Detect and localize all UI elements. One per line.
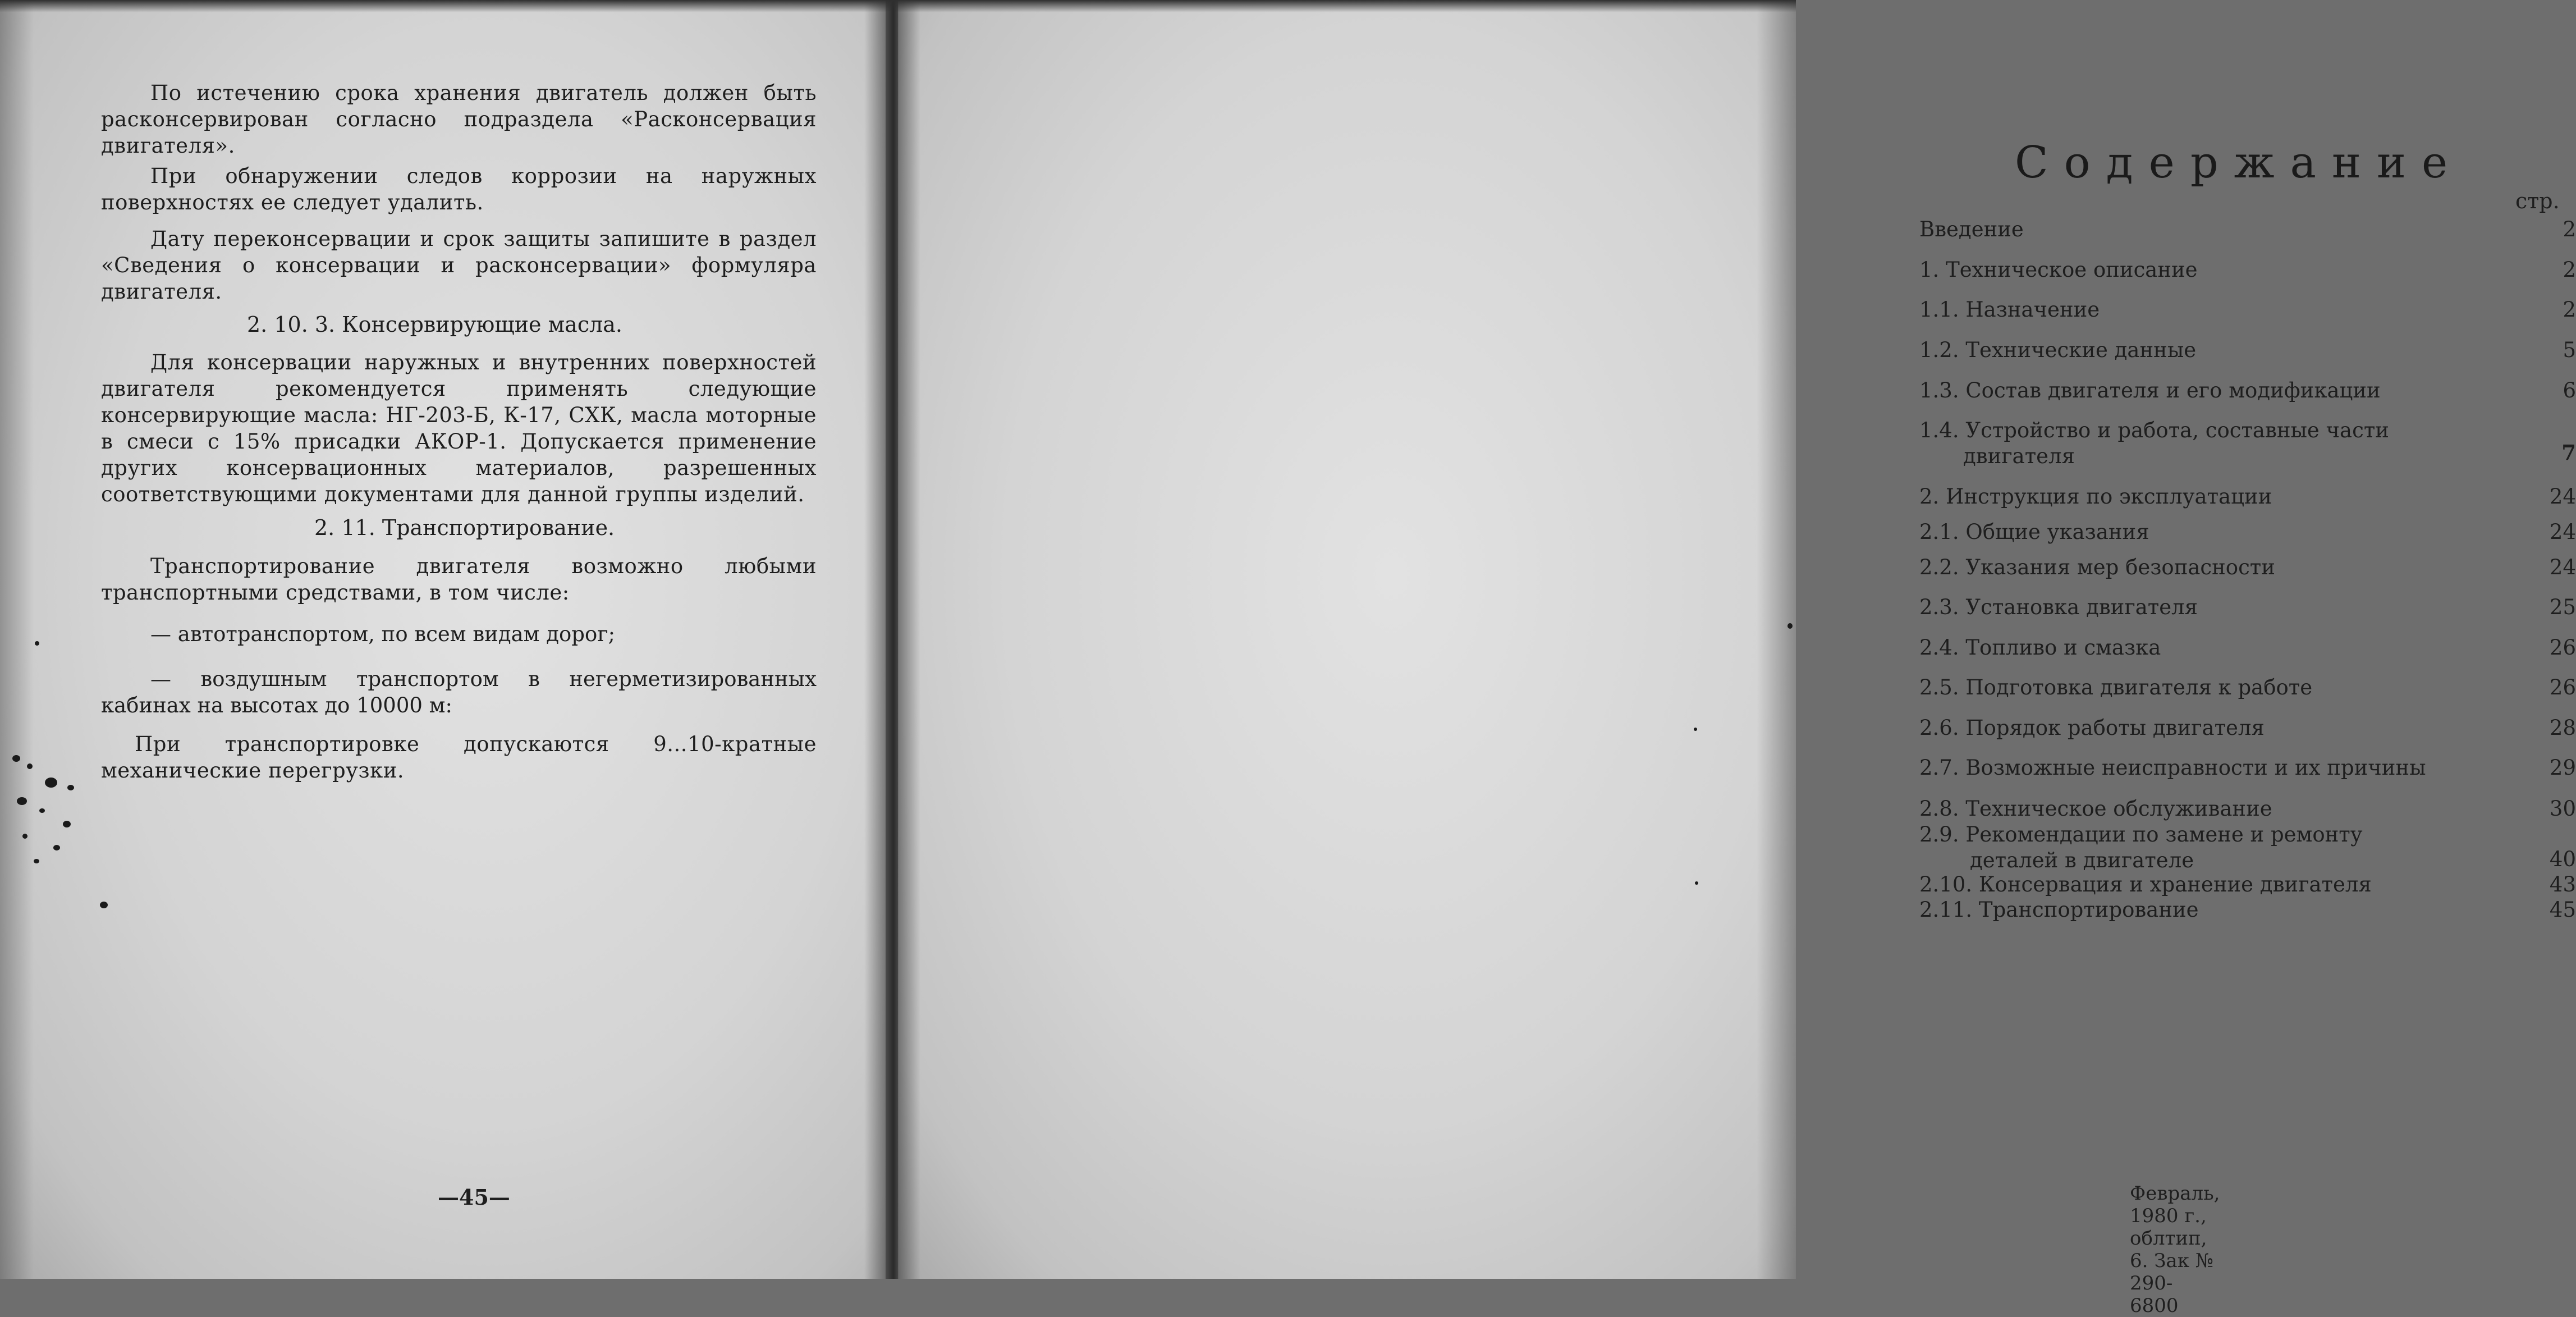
toc-entry-page: 24: [2549, 484, 2576, 509]
toc-entry: [1919, 822, 2576, 874]
toc-entry-page: 26: [2549, 635, 2576, 660]
corrosion-paragraph: При обнаружении следов коррозии на наружных поверхностях ее следует удалить.: [101, 164, 817, 214]
page-edge-shadow: [0, 0, 34, 1279]
toc-entry-label: 2.6. Порядок работы двигателя: [1919, 716, 2265, 740]
oils-paragraph: Для консервации наружных и внутренних поверхностей двигателя рекомендуется применять следующие консервирующие масла: НГ-203-Б, К-17, СХК, масла моторные в смеси с 15% присадки АКОР-1. Допускается применение других консервационных материалов, разрешенных соответствующими документами для данной группы изделий.: [101, 350, 817, 506]
transport-paragraph: Транспортирование двигателя возможно любыми транспортными средствами, в том числе:: [101, 554, 817, 605]
toc-entry-page: 40: [2549, 847, 2576, 871]
toc-entry-label: 2.4. Топливо и смазка: [1919, 635, 2161, 660]
toc-entry-page: 26: [2549, 675, 2576, 699]
toc-entry-label: Введение: [1919, 217, 2024, 241]
toc-entry-page: 25: [2549, 595, 2576, 619]
toc-entry-label: 2.7. Возможные неисправности и их причины: [1919, 756, 2426, 780]
toc-entry-page: 5: [2563, 338, 2576, 362]
storage-expiry-paragraph: По истечению срока хранения двигатель должен быть расконсервирован согласно подраздела «Расконсервация двигателя».: [101, 81, 817, 158]
toc-entry-page: 2: [2563, 258, 2576, 282]
toc-entry-label: 1.3. Состав двигателя и его модификации: [1919, 378, 2381, 403]
toc-entry-page: 2: [2563, 298, 2576, 322]
toc-entry-label: 2.9. Рекомендации по замене и ремонту: [1919, 822, 2363, 847]
toc-entry-label: 2.1. Общие указания: [1919, 520, 2149, 544]
toc-entry-label: 2.8. Техническое обслуживание: [1919, 797, 2272, 821]
dash-item-road: — автотранспортом, по всем видам дорог;: [150, 622, 616, 646]
top-edge-shadow: [0, 0, 1796, 12]
toc-entry-label: 1.4. Устройство и работа, составные части: [1919, 418, 2389, 442]
toc-entry-label: 2.10. Консервация и хранение двигателя: [1919, 872, 2372, 897]
toc-entry: [1919, 418, 2576, 469]
toc-entry-label: 2. Инструкция по эксплуатации: [1919, 484, 2272, 509]
print-footer: Февраль, 1980 г., облтип, 6. Зак № 290-6800: [2130, 1182, 2220, 1317]
left-page: [0, 0, 886, 1279]
dash-item-air: — воздушным транспортом в негерметизированных кабинах на высотах до 10000 м:: [101, 667, 817, 717]
section-heading-transport: 2. 11. Транспортирование.: [314, 515, 615, 540]
section-heading-oils: 2. 10. 3. Консервирующие масла.: [247, 312, 622, 337]
page-edge-shadow: [1757, 0, 1796, 1279]
toc-title: Содержание: [2015, 138, 2464, 188]
toc-entry-label: 2.11. Транспортирование: [1919, 898, 2199, 922]
toc-entry-page: 28: [2549, 716, 2576, 740]
toc-entry-page: 29: [2549, 756, 2576, 780]
toc-entry-label: 1.2. Технические данные: [1919, 338, 2197, 362]
toc-entry-label-continued: двигателя: [1963, 444, 2075, 468]
toc-entry-label-continued: деталей в двигателе: [1970, 848, 2194, 872]
toc-entry-label: 1.1. Назначение: [1919, 298, 2100, 322]
toc-entry-page: 30: [2549, 797, 2576, 821]
right-page: [898, 0, 2576, 1317]
toc-entry-label: 2.5. Подготовка двигателя к работе: [1919, 675, 2313, 699]
toc-entry-page: 43: [2549, 872, 2576, 897]
toc-entry-page: 24: [2549, 520, 2576, 544]
toc-entry-page: 7: [2561, 440, 2576, 465]
book-spine-shadow: [864, 0, 920, 1279]
toc-entry-page: 45: [2549, 898, 2576, 922]
toc-entry-label: 1. Техническое описание: [1919, 258, 2198, 282]
toc-entry-page: 2: [2563, 217, 2576, 241]
page-number: —45—: [438, 1185, 510, 1210]
represervation-date-paragraph: Дату переконсервации и срок защиты запишите в раздел «Сведения о консервации и расконсервации» формуляра двигателя.: [101, 227, 817, 304]
toc-entry-page: 24: [2549, 555, 2576, 579]
toc-entry-page: 6: [2563, 378, 2576, 403]
toc-entry-label: 2.2. Указания мер безопасности: [1919, 555, 2275, 579]
toc-entry-label: 2.3. Установка двигателя: [1919, 595, 2198, 619]
page-column-label: стр.: [2515, 189, 2560, 213]
overload-paragraph: При транспортировке допускаются 9...10-кратные механические перегрузки.: [101, 732, 817, 783]
